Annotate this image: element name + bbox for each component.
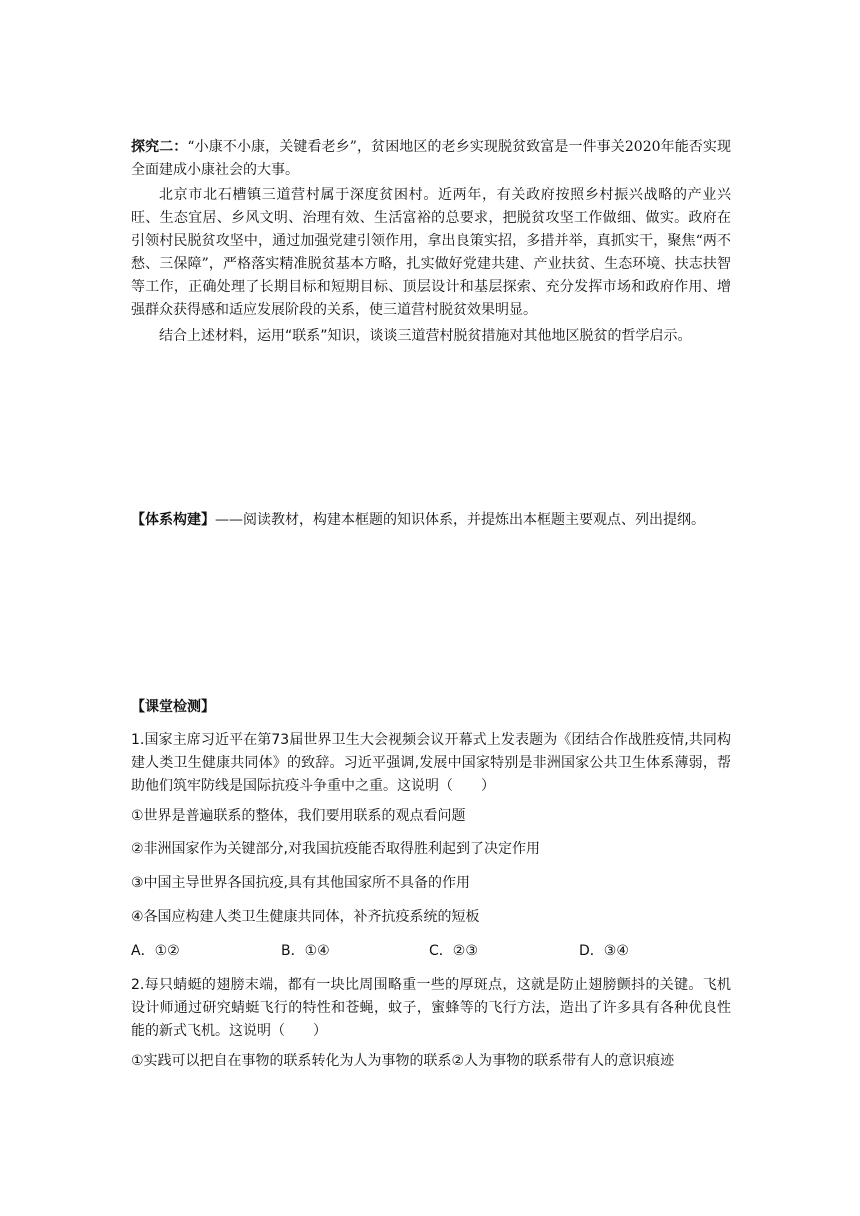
- system-construction: [131, 509, 751, 532]
- q1-option-d: D．③④: [579, 943, 629, 959]
- system-instruction: ——阅读教材，构建本框题的知识体系，并提炼出本框题主要观点、列出提纲。: [215, 512, 705, 528]
- explore-2-heading: [131, 136, 731, 182]
- question-2: [131, 974, 731, 1043]
- explore-2-label: 探究二：: [131, 139, 188, 155]
- q1-statement-1: ①世界是普遍联系的整体，我们要用联系的观点看问题: [131, 808, 466, 824]
- q1-option-c: C．②③: [429, 943, 478, 959]
- class-check-heading: 【课堂检测】: [131, 699, 215, 715]
- q1-option-a: A．①②: [131, 943, 180, 959]
- q1-statement-4: ④各国应构建人类卫生健康共同体，补齐抗疫系统的短板: [131, 909, 480, 925]
- question-2-stem: 每只蜻蜓的翅膀末端，都有一块比周围略重一些的厚斑点，这就是防止翅膀颤抖的关键。飞机设计师通过研究蜻蜓飞行的特性和苍蝇，蚊子，蜜蜂等的飞行方法，造出了许多具有各种优良性能的新式飞机。这说明（ ）: [131, 977, 731, 1039]
- explore-2-question: 结合上述材料，运用“联系”知识，谈谈三道营村脱贫措施对其他地区脱贫的哲学启示。: [159, 328, 692, 344]
- q1-statement-2: ②非洲国家作为关键部分,对我国抗疫能否取得胜利起到了决定作用: [131, 841, 540, 857]
- question-1-stem: 国家主席习近平在第73届世界卫生大会视频会议开幕式上发表题为《团结合作战胜疫情,共同构建人类卫生健康共同体》的致辞。习近平强调,发展中国家特别是非洲国家公共卫生体系薄弱，帮助他们筑牢防线是国际抗疫斗争重中之重。这说明（ ）: [131, 732, 731, 794]
- q1-options: [131, 940, 731, 963]
- system-label: 【体系构建】: [131, 512, 215, 528]
- q1-statement-3: ③中国主导世界各国抗疫,具有其他国家所不具备的作用: [131, 875, 470, 891]
- q2-statements: ①实践可以把自在事物的联系转化为人为事物的联系②人为事物的联系带有人的意识痕迹: [131, 1053, 675, 1069]
- question-2-number: 2.: [131, 977, 145, 993]
- question-1: [131, 729, 731, 798]
- q1-option-b: B．①④: [281, 943, 330, 959]
- explore-2-material: 北京市北石槽镇三道营村属于深度贫困村。近两年，有关政府按照乡村振兴战略的产业兴旺、生态宜居、乡风文明、治理有效、生活富裕的总要求，把脱贫攻坚工作做细、做实。政府在引领村民脱贫攻坚中，通过加强党建引领作用，拿出良策实招，多措并举，真抓实干，聚焦“两不愁、三保障”，严格落实精准脱贫基本方略，扎实做好党建共建、产业扶贫、生态环境、扶志扶智等工作，正确处理了长期目标和短期目标、顶层设计和基层探索、充分发挥市场和政府作用、增强群众获得感和适应发展阶段的关系，使三道营村脱贫效果明显。: [131, 187, 731, 318]
- question-1-number: 1.: [131, 732, 145, 748]
- explore-2-title: “小康不小康，关键看老乡”，贫困地区的老乡实现脱贫致富是一件事关2020年能否实现全面建成小康社会的大事。: [131, 139, 731, 178]
